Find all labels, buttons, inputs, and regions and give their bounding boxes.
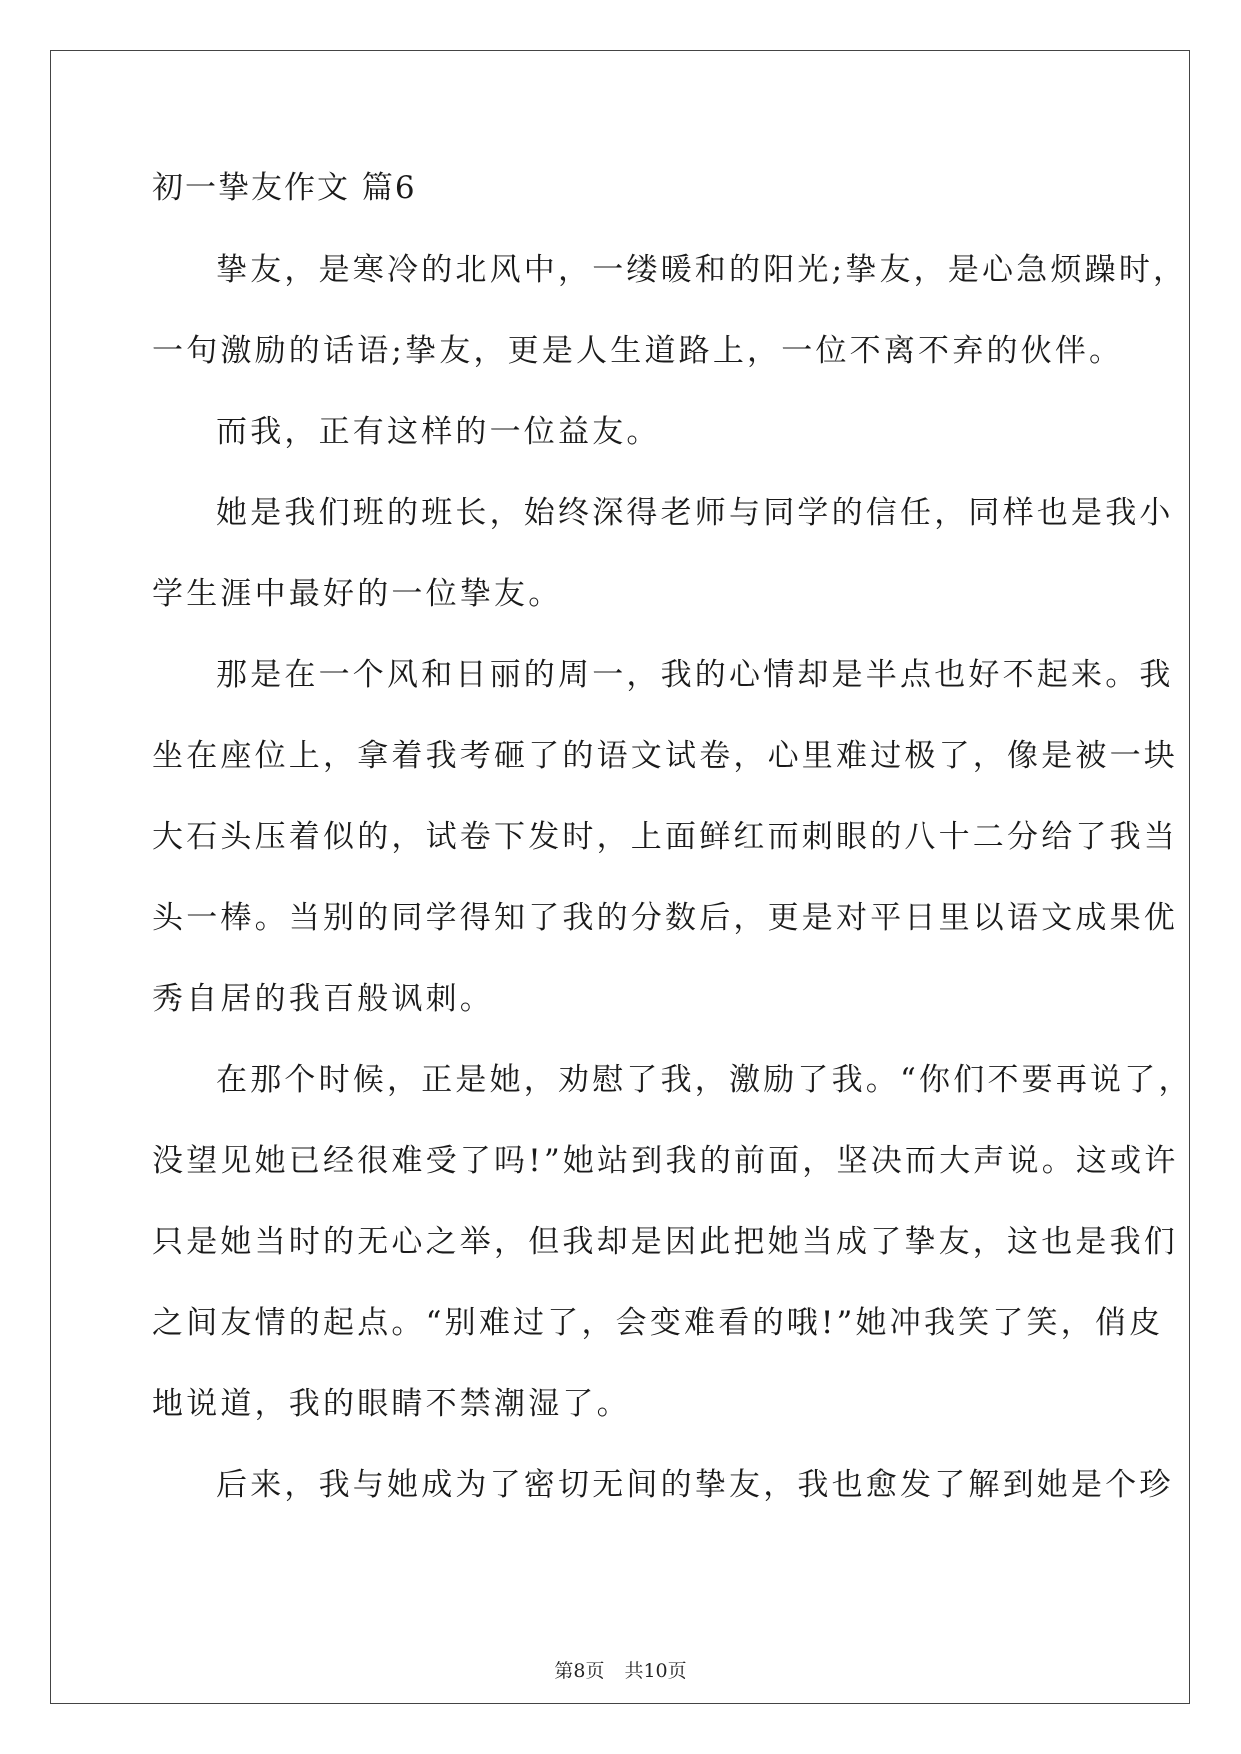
text-line: 挚友，是寒冷的北风中，一缕暖和的阳光;挚友，是心急烦躁时， [216,252,1188,288]
page-number: 第8页 [554,1660,605,1682]
paragraph-4 [152,635,1178,1040]
page-footer [0,1659,1241,1683]
document-body [152,168,1193,1526]
text-line: 一句激励的话语;挚友，更是人生道路上，一位不离不弃的伙伴。 [152,333,1124,369]
paragraph-1 [152,230,1188,392]
text-line: 那是在一个风和日丽的周一，我的心情却是半点也好不起来。我 [216,657,1174,693]
text-line: 在那个时候，正是她，劝慰了我，激励了我。“你们不要再说了， [216,1062,1193,1098]
text-line: 头一棒。当别的同学得知了我的分数后，更是对平日里以语文成果优 [152,900,1178,936]
text-line: 秀自居的我百般讽刺。 [152,981,494,1017]
page-total: 共10页 [624,1660,687,1682]
text-line: 后来，我与她成为了密切无间的挚友，我也愈发了解到她是个珍 [216,1467,1174,1503]
text-line: 学生涯中最好的一位挚友。 [152,576,563,612]
text-line: 之间友情的起点。“别难过了，会变难看的哦!”她冲我笑了笑，俏皮 [152,1305,1164,1341]
paragraph-3 [152,473,1174,635]
text-line: 大石头压着似的，试卷下发时，上面鲜红而刺眼的八十二分给了我当 [152,819,1178,855]
text-line: 没望见她已经很难受了吗!”她站到我的前面，坚决而大声说。这或许 [152,1143,1179,1179]
text-line: 她是我们班的班长，始终深得老师与同学的信任，同样也是我小 [216,495,1174,531]
text-line: 只是她当时的无心之举，但我却是因此把她当成了挚友，这也是我们 [152,1224,1178,1260]
text-line: 地说道，我的眼睛不禁潮湿了。 [152,1386,631,1422]
text-line: 而我，正有这样的一位益友。 [216,414,661,450]
text-line: 坐在座位上，拿着我考砸了的语文试卷，心里难过极了，像是被一块 [152,738,1178,774]
paragraph-2 [152,392,1092,473]
document-title: 初一挚友作文 篇6 [152,170,417,206]
paragraph-5 [152,1040,1193,1445]
paragraph-6 [152,1445,1174,1526]
